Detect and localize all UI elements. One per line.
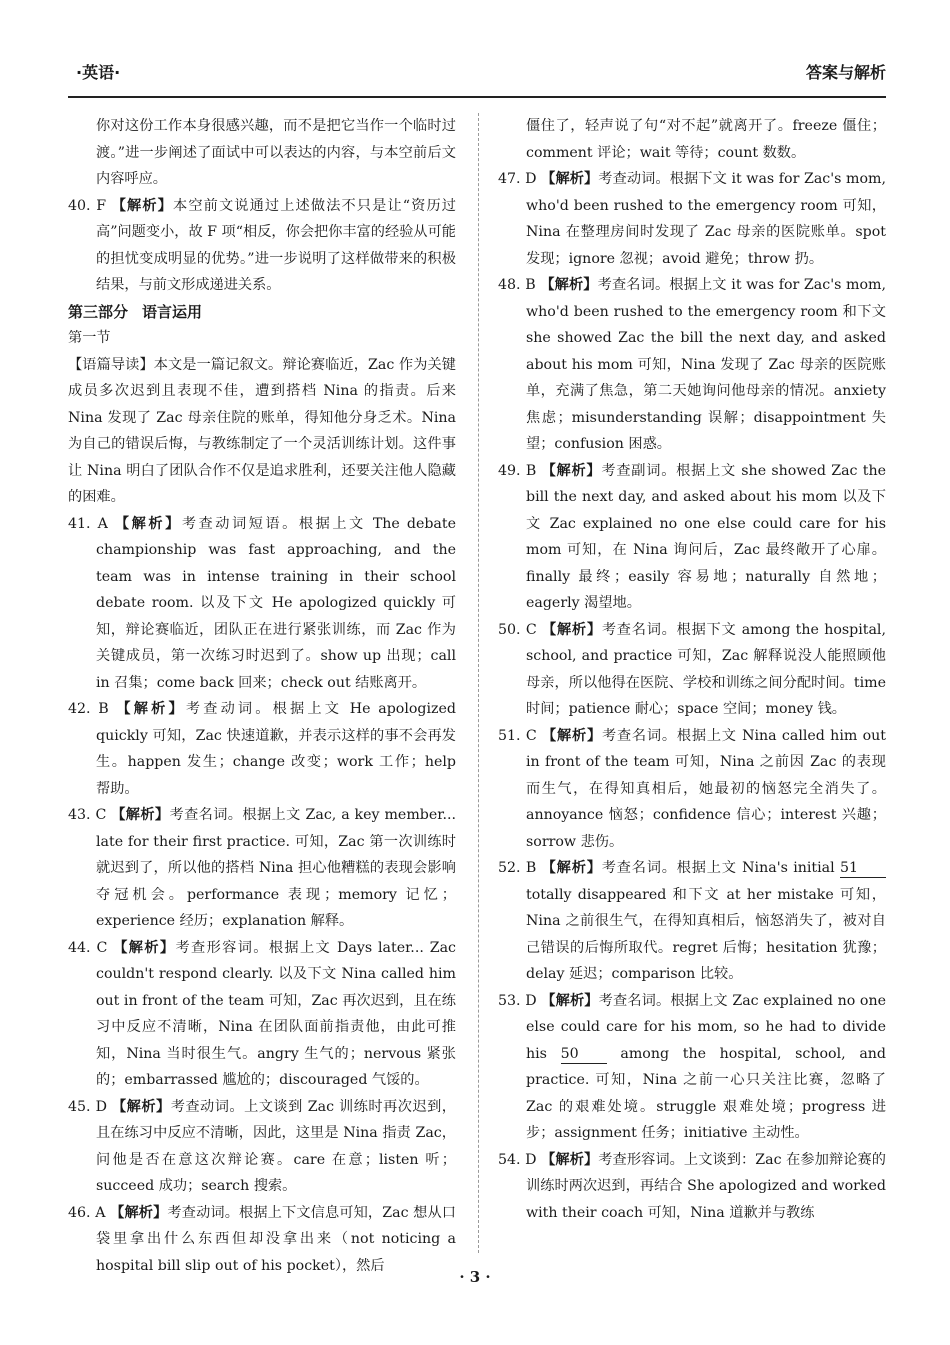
continued-text: 你对这份工作本身很感兴趣，而不是把它当作一个临时过渡。”进一步阐述了面试中可以表达的内容，与本空前后文内容呼应。 <box>96 118 456 187</box>
item-text: 考查名词。根据上文 Nina called him out in front of the team 可知，Nina 之前因 Zac 的表现而生气，在得知真相后，她最初的恼怒完全消失了。annoyance 恼怒；confidence 信心；interest 兴趣；sorrow 悲伤。 <box>526 727 886 850</box>
item-number: 53. D <box>498 992 537 1009</box>
item-number: 47. D <box>498 171 537 187</box>
item-text: 考查名词。根据上文 it was for Zac's mom, who'd been rushed to the emergency room 和下文 she showed Zac the bill the next day, and asked about his mom 可知，Nina 发现了 Zac 母亲的医院账单，充满了焦急，第二天她询问他母亲的情况。anxiety 焦虑；misunderstanding 误解；disappointment 失望；confusion 困惑。 <box>526 277 886 452</box>
answer-item-52 <box>498 855 886 988</box>
part-title: 第三部分 语言运用 <box>68 302 203 321</box>
item-text: 考查名词。根据上文 Zac, a key member... late for their first practice. 可知，Zac 第一次训练时就迟到了，所以他的搭档 Nina 担心他糟糕的表现会影响夺冠机会。performance 表现；memory 记忆；experience 经历；explanation 解释。 <box>96 807 456 929</box>
answer-item-45 <box>68 1094 456 1200</box>
item-text: 考查动词。根据上文 He apologized quickly 可知，Zac 快速道歉，并表示这样的事不会再发生。happen 发生；change 改变；work 工作；help 帮助。 <box>96 701 456 797</box>
blank-reference: 50 <box>561 1045 607 1064</box>
item-text: among the hospital, school, and practice. 可知，Nina 之前一心只关注比赛，忽略了 Zac 的艰难处境。struggle 艰难处境；progress 进步；assignment 任务；initiative 主动性。 <box>526 1045 887 1141</box>
left-column <box>68 113 456 1279</box>
blank-reference: 51 <box>840 859 886 878</box>
guide-tag: 【语篇导读】 <box>68 356 154 373</box>
answer-item-50 <box>498 617 886 723</box>
item-number: 40. F <box>68 197 107 214</box>
analysis-tag: 【解析】 <box>542 727 602 744</box>
analysis-tag: 【解析】 <box>541 1151 599 1168</box>
item-text: 考查形容词。上文谈到：Zac 在参加辩论赛的训练时两次迟到，再结合 She apologized and worked with their coach 可知，Nina 道歉并与教练 <box>526 1151 886 1221</box>
item-text: 考查动词。根据上下文信息可知，Zac 想从口袋里拿出什么东西但却没拿出来（not noticing a hospital bill slip out of his pocket），然后 <box>96 1204 456 1274</box>
analysis-tag: 【解析】 <box>541 621 602 638</box>
answer-item-53 <box>498 988 886 1147</box>
item-text: totally disappeared 和下文 at her mistake 可知，Nina 之前很生气，在得知真相后，恼怒消失了，被对自己错误的后悔所取代。regret 后悔；hesitation 犹豫；delay 延迟；comparison 比较。 <box>526 886 886 982</box>
analysis-tag: 【解析】 <box>114 515 182 532</box>
item-text: 考查副词。根据上文 she showed Zac the bill the next day, and asked about his mom 以及下文 Zac explained no one else could care for his mom 可知，在 Nina 询问后，Zac 最终敞开了心扉。finally 最终；easily 容易地；naturally 自然地；eagerly 渴望地。 <box>526 462 886 611</box>
item-text: 考查动词。根据下文 it was for Zac's mom, who'd been rushed to the emergency room 可知，Nina 在整理房间时发现了 Zac 母亲的医院账单。spot 发现；ignore 忽视；avoid 避免；throw 扔。 <box>526 171 886 267</box>
answer-item-48 <box>498 272 886 458</box>
item-text: 考查动词。上文谈到 Zac 训练时再次迟到，且在练习中反应不清晰，因此，这里是 Nina 指责 Zac，问他是否在意这次辩论赛。care 在意；listen 听；succeed 成功；search 搜索。 <box>96 1098 456 1194</box>
item-number: 44. C <box>68 939 108 956</box>
answer-item-51 <box>498 723 886 856</box>
header-rule <box>68 96 886 98</box>
analysis-tag: 【解析】 <box>111 807 170 823</box>
item-number: 48. B <box>498 277 536 293</box>
item-number: 50. C <box>498 621 537 638</box>
item-text: 考查名词。根据下文 among the hospital, school, and practice 可知，Zac 解释说没人能照顾他母亲，所以他得在医院、学校和训练之间分配时间。time 时间；patience 耐心；space 空间；money 钱。 <box>526 621 886 717</box>
item-number: 51. C <box>498 727 537 744</box>
part-subtitle: 语言运用 <box>142 302 203 321</box>
passage-guide <box>68 352 456 511</box>
guide-text: 本文是一篇记叙文。辩论赛临近，Zac 作为关键成员多次迟到且表现不佳，遭到搭档 Nina 的指责。后来 Nina 发现了 Zac 母亲住院的账单，得知他分身乏术。Nina 为自己的错误后悔，与教练制定了一个灵活训练计划。这件事让 Nina 明白了团队合作不仅是追求胜利，还要关注他人隐藏的困难。 <box>68 356 456 505</box>
item-number: 54. D <box>498 1151 537 1168</box>
item-text: 本空前文说通过上述做法不只是让“资历过高”问题变小，故 F 项“相反，你会把你丰富的经验从可能的担忧变成明显的优势。”进一步说明了这样做带来的积极结果，与前文形成递进关系。 <box>96 197 456 293</box>
answer-item-40 <box>68 193 456 299</box>
item-number: 43. C <box>68 807 107 823</box>
analysis-tag: 【解析】 <box>116 701 186 717</box>
answer-item-49 <box>498 458 886 617</box>
analysis-tag: 【解析】 <box>541 462 602 479</box>
answer-item-44 <box>68 935 456 1094</box>
analysis-tag: 【解析】 <box>541 171 599 187</box>
item-number: 42. B <box>68 701 109 717</box>
answer-item-43 <box>68 802 456 935</box>
subject-label: ·英语· <box>76 63 121 82</box>
column-divider <box>478 113 479 1253</box>
answer-item-41 <box>68 511 456 697</box>
item-text: 考查形容词。根据上文 Days later... Zac couldn't respond clearly. 以及下文 Nina called him out in front of the team 可知，Zac 再次迟到，且在练习中反应不清晰，Nina 在团队面前指责他，由此可推知，Nina 当时很生气。angry 生气的；nervous 紧张的；embarrassed 尴尬的；discouraged 气馁的。 <box>96 939 456 1088</box>
item-number: 52. B <box>498 860 537 876</box>
analysis-tag: 【解析】 <box>111 197 173 214</box>
item-text: 考查动词短语。根据上文 The debate championship was fast approaching, and the team was in intense training in their school debate room. 以及下文 He apologized quickly 可知，辩论赛临近，团队正在进行紧张训练，而 Zac 作为关键成员，第一次练习时迟到了。show up 出现；call in 召集；come back 回来；check out 结账离开。 <box>96 515 456 691</box>
item-number: 41. A <box>68 515 108 532</box>
item-text: 考查名词。根据上文 Zac explained no one else could care for his mom, so he had to divide his <box>526 992 886 1062</box>
answer-item-54 <box>498 1147 886 1227</box>
item-text: 考查名词。根据上文 Nina's initial <box>601 860 835 876</box>
page-number: · 3 · <box>459 1268 491 1286</box>
answer-item-42 <box>68 696 456 802</box>
analysis-tag: 【解析】 <box>541 992 599 1009</box>
section-title: 第一节 <box>68 330 111 346</box>
item-number: 45. D <box>68 1098 107 1115</box>
analysis-tag: 【解析】 <box>113 939 176 956</box>
section-label: 答案与解析 <box>805 63 886 82</box>
continued-text: 僵住了，轻声说了句“对不起”就离开了。freeze 僵住；comment 评论；wait 等待；count 数数。 <box>526 118 886 161</box>
analysis-tag: 【解析】 <box>541 860 602 876</box>
right-column <box>498 113 886 1226</box>
answer-item-47 <box>498 166 886 272</box>
item-number: 46. A <box>68 1204 106 1221</box>
analysis-tag: 【解析】 <box>540 277 598 293</box>
item-number: 49. B <box>498 462 537 479</box>
analysis-tag: 【解析】 <box>110 1204 168 1221</box>
analysis-tag: 【解析】 <box>111 1098 171 1115</box>
